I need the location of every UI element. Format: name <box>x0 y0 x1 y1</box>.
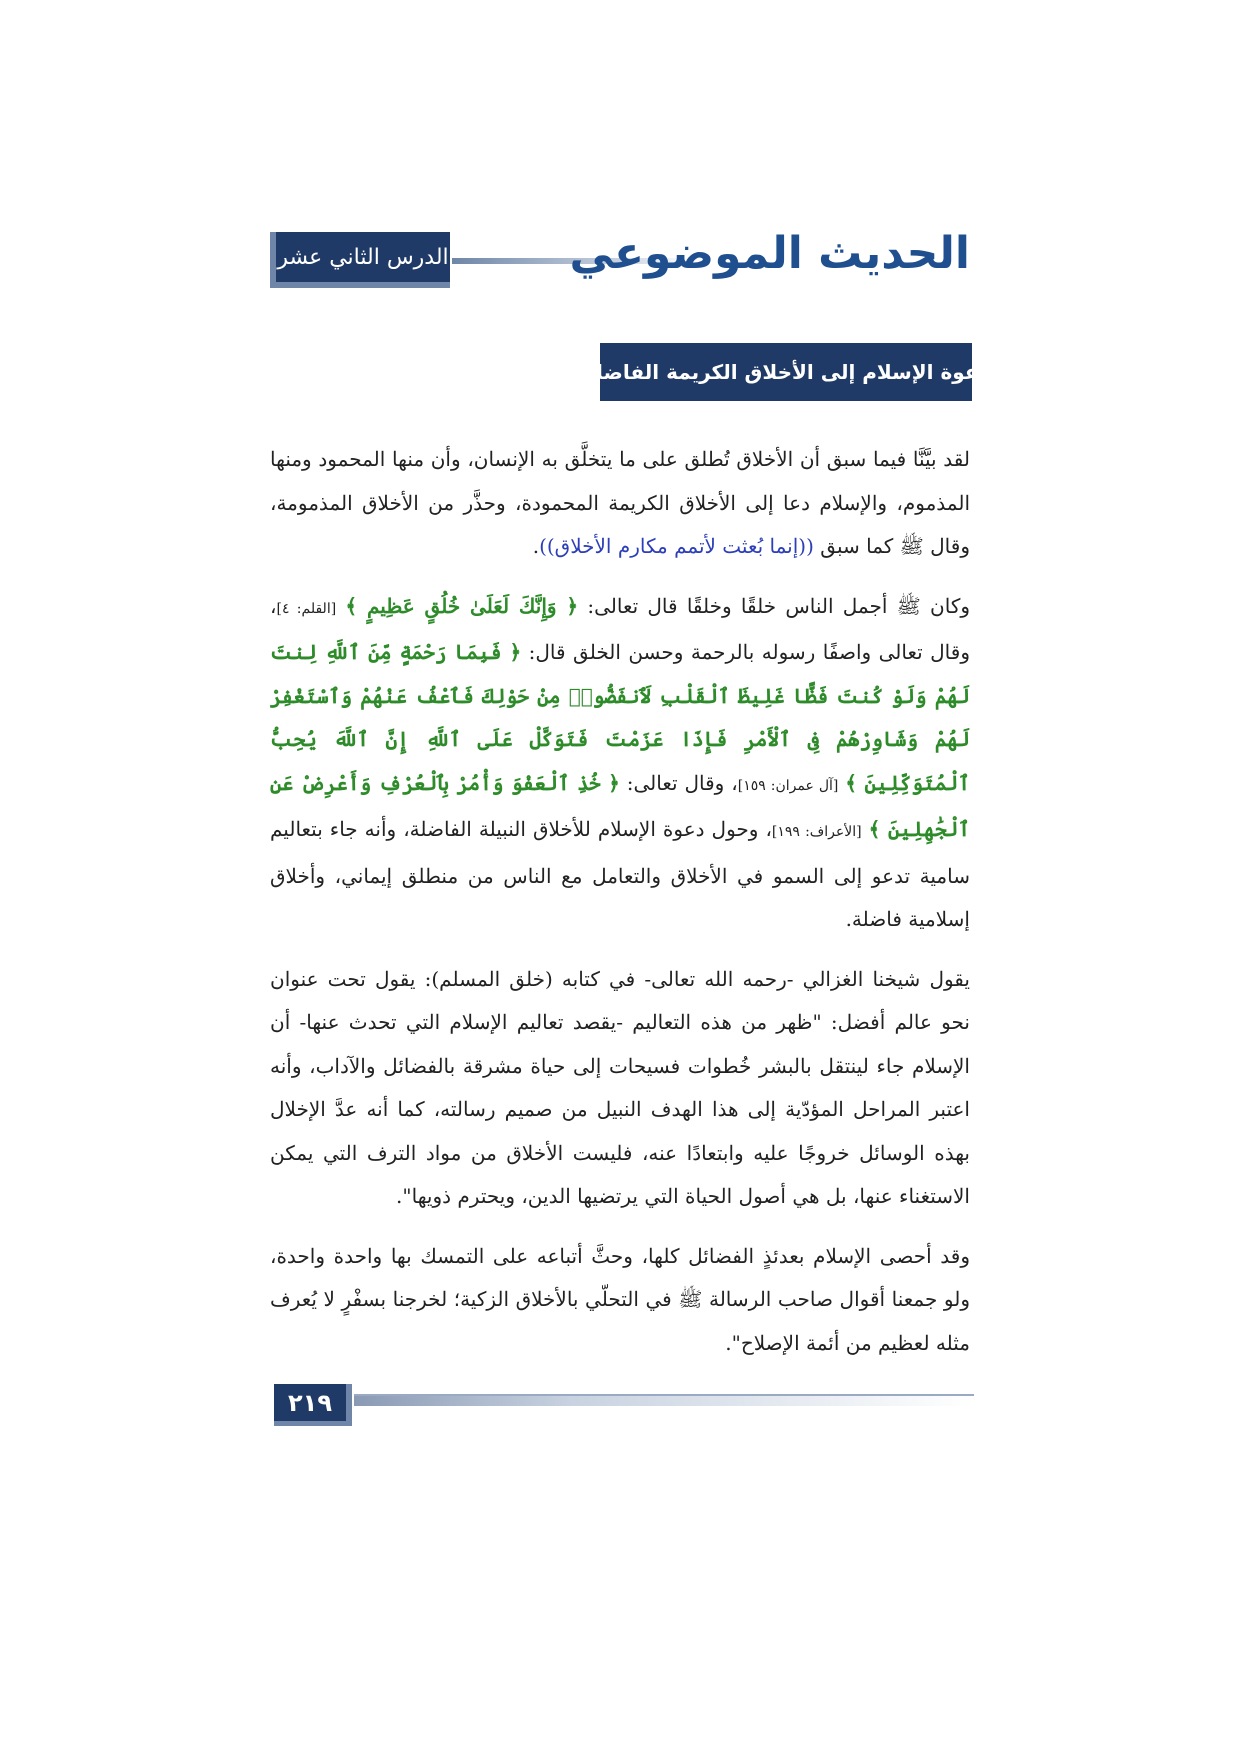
book-title: الحديث الموضوعي <box>569 228 970 279</box>
page-header <box>270 228 970 298</box>
paragraph-1-end: . <box>532 534 540 558</box>
quran-verse-1: ﴿ وَإِنَّكَ لَعَلَىٰ خُلُقٍ عَظِيمٍ ﴾ <box>345 593 579 618</box>
page-number: ٢١٩ <box>274 1384 352 1426</box>
quran-verse-3: ﴿ خُذِ ٱلْعَفْوَ وَأْمُرْ بِٱلْعُرْفِ وَأَعْرِضْ عَنِ ٱلْجَٰهِلِينَ ﴾ <box>270 770 971 841</box>
paragraph-2-text-1: وكان ﷺ أجمل الناس خلقًا وخلقًا قال تعالى: <box>578 593 970 618</box>
footer-divider <box>354 1394 974 1406</box>
verse-reference-2: [آل عمران: ١٥٩] <box>737 777 839 794</box>
page-footer <box>274 1384 974 1434</box>
paragraph-2-text-3: ، وقال تعالى: <box>619 770 738 795</box>
paragraph-2 <box>270 585 970 942</box>
section-title: دعوة الإسلام إلى الأخلاق الكريمة الفاضلة <box>600 343 972 401</box>
verse-reference-1: [القلم: ٤] <box>276 600 337 617</box>
hadith-quote: ((إنما بُعثت لأتمم مكارم الأخلاق)) <box>539 534 814 558</box>
quran-verse-2: ﴿ فَبِمَا رَحْمَةٍ مِّنَ ٱللَّهِ لِنتَ لَهُمْ وَلَوْ كُنتَ فَظًّا غَلِيظَ ٱلْقَلْبِ لَٱنفَضُّوا۟ مِنْ حَوْلِكَ فَٱعْفُ عَنْهُمْ وَٱسْتَغْفِرْ لَهُمْ وَشَاوِرْهُمْ فِى ٱلْأَمْرِ فَإِذَا عَزَمْتَ فَتَوَكَّلْ عَلَى ٱللَّهِ إِنَّ ٱللَّهَ يُحِبُّ ٱلْمُتَوَكِّلِينَ ﴾ <box>270 640 970 795</box>
main-text <box>270 438 970 1381</box>
paragraph-3: يقول شيخنا الغزالي -رحمه الله تعالى- في كتابه (خلق المسلم): يقول تحت عنوان نحو عالم أفضل: "ظهر من هذه التعاليم -يقصد تعاليم الإسلام التي تحدث عنها- أن الإسلام جاء لينتقل بالبشر خُطوات فسيحات إلى حياة مشرقة بالفضائل والآداب، وأنه اعتبر المراحل المؤدّية إلى هذا الهدف النبيل من صميم رسالته، كما أنه عدَّ الإخلال بهذه الوسائل خروجًا عليه وابتعادًا عنه، فليست الأخلاق من مواد الترف التي يمكن الاستغناء عنها، بل هي أصول الحياة التي يرتضيها الدين، ويحترم ذويها". <box>270 966 970 1208</box>
lesson-badge: الدرس الثاني عشر <box>270 232 450 288</box>
paragraph-1-text: لقد بيَّنَّا فيما سبق أن الأخلاق تُطلق على ما يتخلَّق به الإنسان، وأن منها المحمود ومنها المذموم، والإسلام دعا إلى الأخلاق الكريمة المحمودة، وحذَّر من الأخلاق المذمومة، وقال ﷺ كما سبق <box>270 447 970 558</box>
verse-reference-3: [الأعراف: ١٩٩] <box>771 824 862 840</box>
paragraph-4: وقد أحصى الإسلام بعدئذٍ الفضائل كلها، وحثَّ أتباعه على التمسك بها واحدة واحدة، ولو جمعنا أقوال صاحب الرسالة ﷺ في التحلّي بالأخلاق الزكية؛ لخرجنا بسفْرٍ لا يُعرف مثله لعظيم من أئمة الإصلاح". <box>270 1243 970 1355</box>
paragraph-2-text-4: ، وحول دعوة الإسلام للأخلاق النبيلة الفاضلة، وأنه جاء بتعاليم سامية تدعو إلى السمو في الأخلاق والتعامل مع الناس من منطلق إيماني، وأخلاق إسلامية فاضلة. <box>270 817 970 931</box>
paragraph-2-text-2: ، وقال تعالى واصفًا رسوله بالرحمة وحسن الخلق قال: <box>270 593 970 664</box>
paragraph-1 <box>270 438 970 569</box>
